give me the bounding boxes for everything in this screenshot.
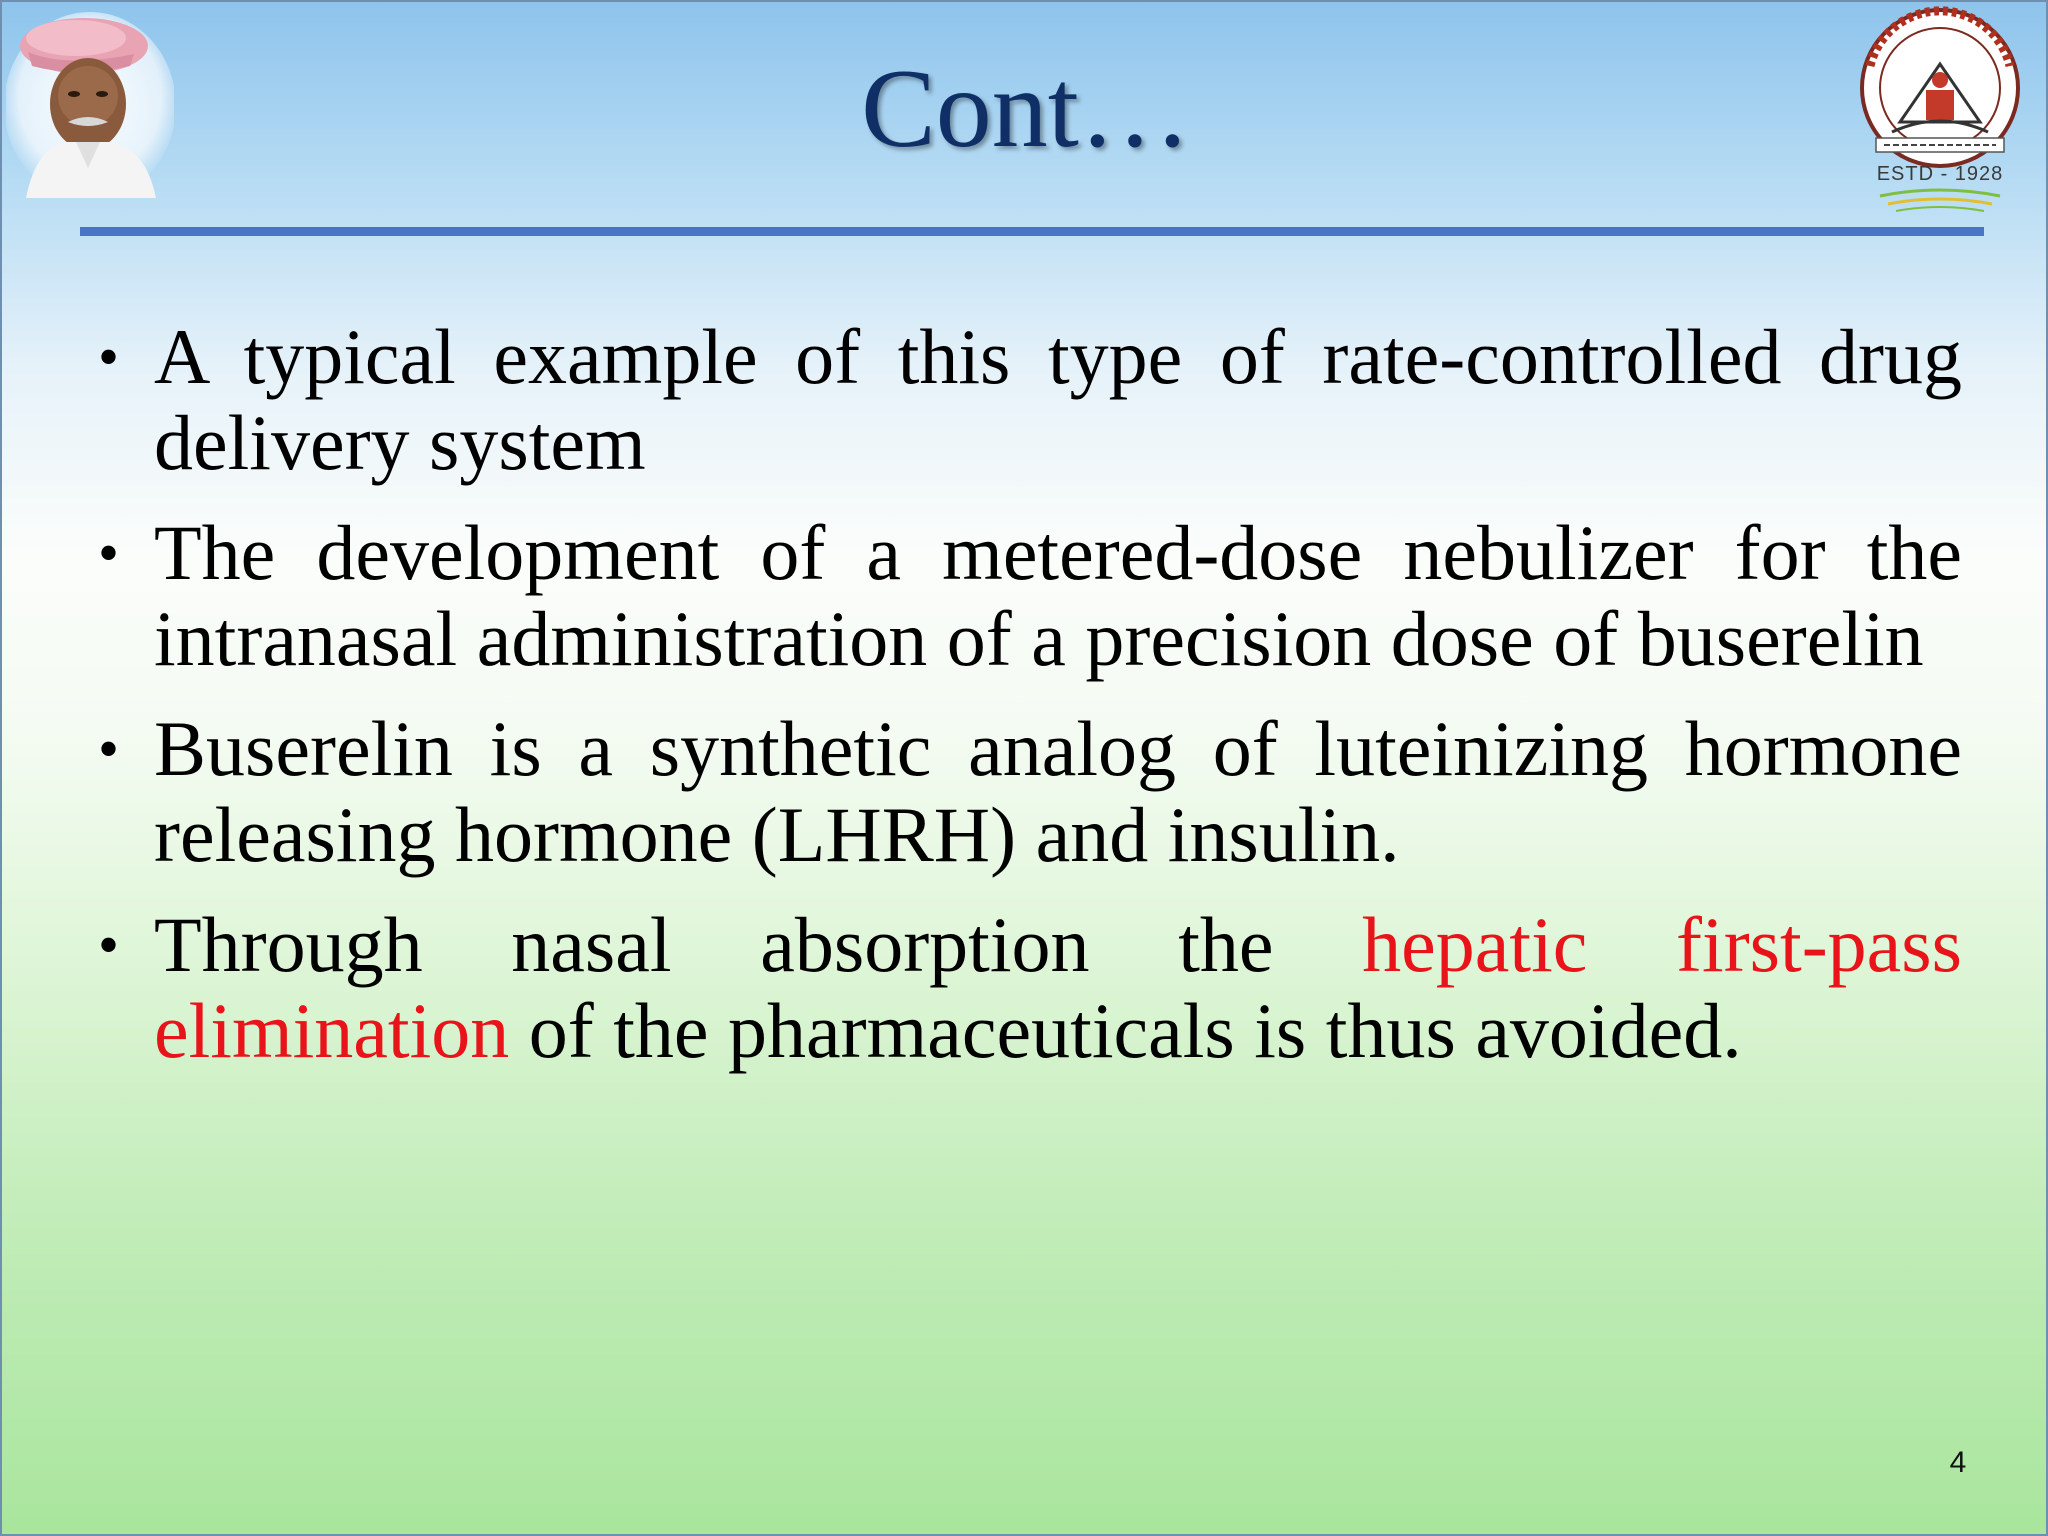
bullet-item [98, 510, 1962, 682]
highlighted-term: hepatic first-pass elimination [154, 901, 1962, 1074]
logo-estd-text: ESTD - 1928 [1876, 163, 2004, 185]
slide-title: Cont… [861, 47, 1191, 171]
bullet-item [98, 706, 1962, 878]
bullet-marker: • [98, 912, 120, 978]
bullet-list [98, 314, 1962, 1098]
bullet-marker: • [98, 324, 120, 390]
bullet-item [98, 314, 1962, 486]
bullet-marker: • [98, 716, 120, 782]
bullet-text-end: of the pharmaceuticals is thus avoided. [509, 987, 1742, 1074]
bullet-text: The development of a metered-dose nebulizer for the intranasal administration of a precision dose of buserelin [154, 509, 1962, 682]
title-divider [80, 227, 1984, 236]
bullet-marker: • [98, 520, 120, 586]
bullet-text-start: Through nasal absorption the [154, 901, 1363, 988]
page-number: 4 [1949, 1446, 1967, 1479]
bullet-item [98, 902, 1962, 1074]
bullet-text: A typical example of this type of rate-controlled drug delivery system [154, 313, 1962, 486]
bullet-text: Buserelin is a synthetic analog of luteinizing hormone releasing hormone (LHRH) and insulin. [154, 705, 1962, 878]
